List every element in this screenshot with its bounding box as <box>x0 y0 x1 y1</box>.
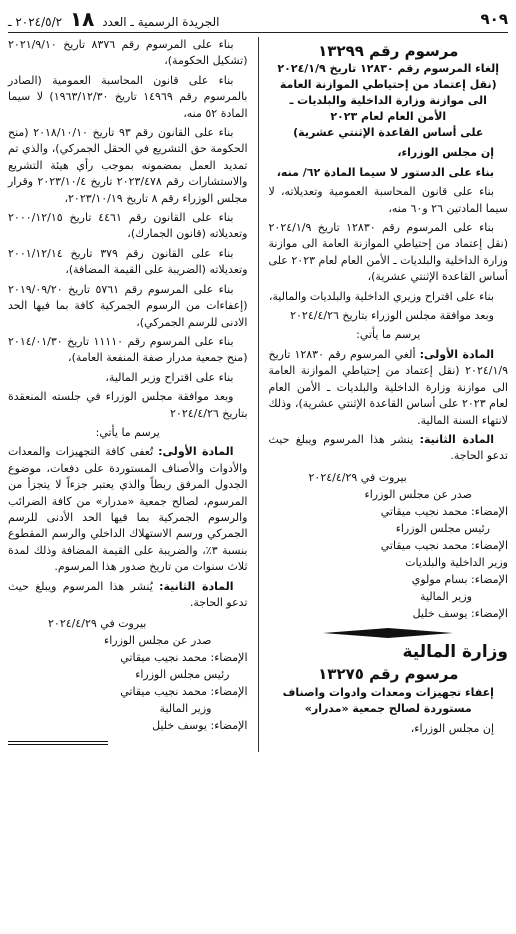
decree-subtitle-line: إعفاء تجهيزات ومعدات وادوات واصناف <box>282 685 494 699</box>
signature-line: صدر عن مجلس الوزراء <box>104 634 212 648</box>
paragraph: إن مجلس الوزراء، <box>410 721 494 735</box>
paragraph: بناء على قانون المحاسبة العمومية وتعديلاته، لا سيما المادتين ٢٦ و٦٠ منه، <box>268 185 508 215</box>
signature-line: وزير الداخلية والبلديات <box>405 555 508 569</box>
signature-line: رئيس مجلس الوزراء <box>395 521 490 535</box>
section-divider <box>269 628 509 638</box>
paragraph: وبعد موافقة مجلس الوزراء في جلسته المنعقدة بتاريخ ٢٠٢٤/٤/٢٦ <box>8 390 248 420</box>
paragraph: بناء على المرسوم رقم ٥٧٦١ تاريخ ٢٠١٩/٠٩/٢٠ (إعفاءات من الرسوم الجمركية كافة بما فيها الحد الادنى للرسم الجمركي)، <box>8 282 248 329</box>
article-1 <box>269 347 509 429</box>
column-divider <box>258 37 259 752</box>
signature-line: وزير المالية <box>420 589 472 603</box>
decree-subtitle-line: إلغاء المرسوم رقم ١٢٨٣٠ تاريخ ٢٠٢٤/١/٩ <box>277 62 500 76</box>
decree-subtitle-line: الأمن العام لعام ٢٠٢٣ <box>330 110 447 124</box>
left-column <box>8 37 254 752</box>
decree-subtitle <box>269 685 509 717</box>
signature-line: الإمضاء: محمد نجيب ميقاتي <box>120 685 248 699</box>
paragraph: بناء على المرسوم رقم ٨٣٧٦ تاريخ ٢٠٢١/٩/١٠ (تشكيل الحكومة)، <box>8 38 248 68</box>
signature-line: الإمضاء: محمد نجيب ميقاتي <box>120 651 248 665</box>
paragraph: بناء على المرسوم رقم ١٢٨٣٠ تاريخ ٢٠٢٤/١/٩ (نقل إعتماد من إحتياطي الموازنة العامة الى موازنة وزارة الداخلية والبلديات ـ الأمن العام لعام ٢٠٢٣ على أساس القاعدة الإثنتي عشرية)، <box>268 221 508 284</box>
signature-line: الإمضاء: بسام مولوي <box>411 572 508 586</box>
article-text: ألغي المرسوم رقم ١٢٨٣٠ تاريخ ٢٠٢٤/١/٩ (نقل إعتماد من إحتياطي الموازنة العامة الى موازنة وزارة الداخلية والبلديات ـ الأمن العام لعام ٢٠٢٣ على أساس القاعدة الإثنتي عشرية)، وذلك لانتهاء السنة المالية. <box>268 347 508 427</box>
paragraph: بناء على اقتراح وزيري الداخلية والبلديات والمالية، <box>268 289 494 303</box>
issue-date: ٢٠٢٤/٥/٢ ـ <box>8 15 63 29</box>
decree-subtitle-line: الى موازنة وزارة الداخلية والبلديات ـ <box>289 94 487 108</box>
paragraph: يرسم ما يأتي: <box>356 328 421 342</box>
decree-subtitle-line: على أساس القاعدة الإثنتي عشرية) <box>293 126 484 140</box>
decree-subtitle-line: مستوردة لصالح جمعية «مدرار» <box>304 701 472 715</box>
paragraph: بناء على القانون رقم ٣٧٩ تاريخ ٢٠٠١/١٢/١٤ وتعديلاته (الضريبة على القيمة المضافة)، <box>8 246 248 277</box>
article-label: المادة الثانية: <box>159 579 234 593</box>
article-2 <box>269 432 509 465</box>
page-header <box>8 6 508 33</box>
journal-info <box>8 7 220 31</box>
signature-line: الإمضاء: يوسف خليل <box>412 606 508 620</box>
decree-subtitle-line: (نقل إعتماد من إحتياطي الموازنة العامة <box>279 78 497 92</box>
columns <box>8 37 508 752</box>
right-column <box>263 37 509 752</box>
decree-title: مرسوم رقم ١٣٢٩٩ <box>318 42 459 60</box>
article-text: ينشر هذا المرسوم ويبلغ حيث تدعو الحاجة. <box>268 432 508 463</box>
ministry-title: وزارة المالية <box>402 641 508 662</box>
signature-line: الإمضاء: محمد نجيب ميقاتي <box>380 538 508 552</box>
signature-line: الإمضاء: محمد نجيب ميقاتي <box>380 504 508 518</box>
article-2 <box>8 579 248 612</box>
section-divider <box>8 740 248 746</box>
place-date: بيروت في ٢٠٢٤/٤/٢٩ <box>308 470 407 484</box>
signature-line: صدر عن مجلس الوزراء <box>364 487 472 501</box>
paragraph: بناء على القانون رقم ٩٣ تاريخ ٢٠١٨/١٠/١٠ (منح الحكومة حق التشريع في الحقل الجمركي)، والذي تم تمديد العمل بمضمونه بموجب رأي هيئة التشريع والاستشارات رقم ٢٠٢٣/٤٧٨ تاريخ ٢٠٢٣/١٠/٤ وقرار مجلس الوزراء رقم ٨ تاريخ ٢٠٢٣/١٠/١٩، <box>8 126 248 205</box>
paragraph: بناء على الدستور لا سيما المادة ٦٢/ منه، <box>276 165 494 179</box>
decree-subtitle <box>269 61 509 141</box>
paragraph: بناء على القانون رقم ٤٤٦١ تاريخ ٢٠٠٠/١٢/١٥ وتعديلاته (قانون الجمارك)، <box>8 211 248 241</box>
paragraph: يرسم ما يأتي: <box>95 425 160 439</box>
place-date: بيروت في ٢٠٢٤/٤/٢٩ <box>48 617 147 631</box>
signature-line: رئيس مجلس الوزراء <box>135 668 230 682</box>
signature-line: وزير المالية <box>159 702 212 716</box>
article-text: يُنشر هذا المرسوم ويبلغ حيث تدعو الحاجة. <box>8 579 248 609</box>
paragraph: بناء على اقتراح وزير المالية، <box>105 370 234 384</box>
journal-name: الجريدة الرسمية ـ العدد <box>102 15 220 29</box>
page-number: ٩٠٩ <box>480 10 508 28</box>
article-text: تُعفى كافة التجهيزات والمعدات والأدوات والأصناف المستوردة على دفعات، موضوع الجدول المرفق ربطاً والذي يعتبر جزءاً لا يتجزأ من المرسوم، لصالح جمعية «مدرار» من كافة الضرائب والرسوم الجمركية بما فيها الحد الأدنى للرسم الجمركي ورسم الاستهلاك الداخلي والرسم المقطوع بنسبة ٣٪، والضريبة على القيمة المضافة وذلك لمدة ثلاث سنوات من تاريخ صدور هذا المرسوم. <box>8 445 248 574</box>
article-label: المادة الثانية: <box>419 432 494 446</box>
paragraph: بناء على المرسوم رقم ١١١١٠ تاريخ ٢٠١٤/٠١/٣٠ (منح جمعية مدرار صفة المنفعة العامة)، <box>8 334 248 365</box>
issue-number: ١٨ <box>69 7 95 31</box>
paragraph: إن مجلس الوزراء، <box>397 146 494 160</box>
signature-line: الإمضاء: يوسف خليل <box>152 719 248 733</box>
paragraph: وبعد موافقة مجلس الوزراء بتاريخ ٢٠٢٤/٤/٢٦ <box>290 309 494 323</box>
paragraph: بناء على قانون المحاسبة العمومية (الصادر بالمرسوم رقم ١٤٩٦٩ تاريخ ١٩٦٣/١٢/٣٠) لا سيما المادة ٥٢ منه، <box>8 73 248 120</box>
article-label: المادة الأولى: <box>419 347 494 361</box>
article-1 <box>8 444 248 575</box>
article-label: المادة الأولى: <box>158 445 234 459</box>
decree-title: مرسوم رقم ١٣٢٧٥ <box>318 665 459 684</box>
